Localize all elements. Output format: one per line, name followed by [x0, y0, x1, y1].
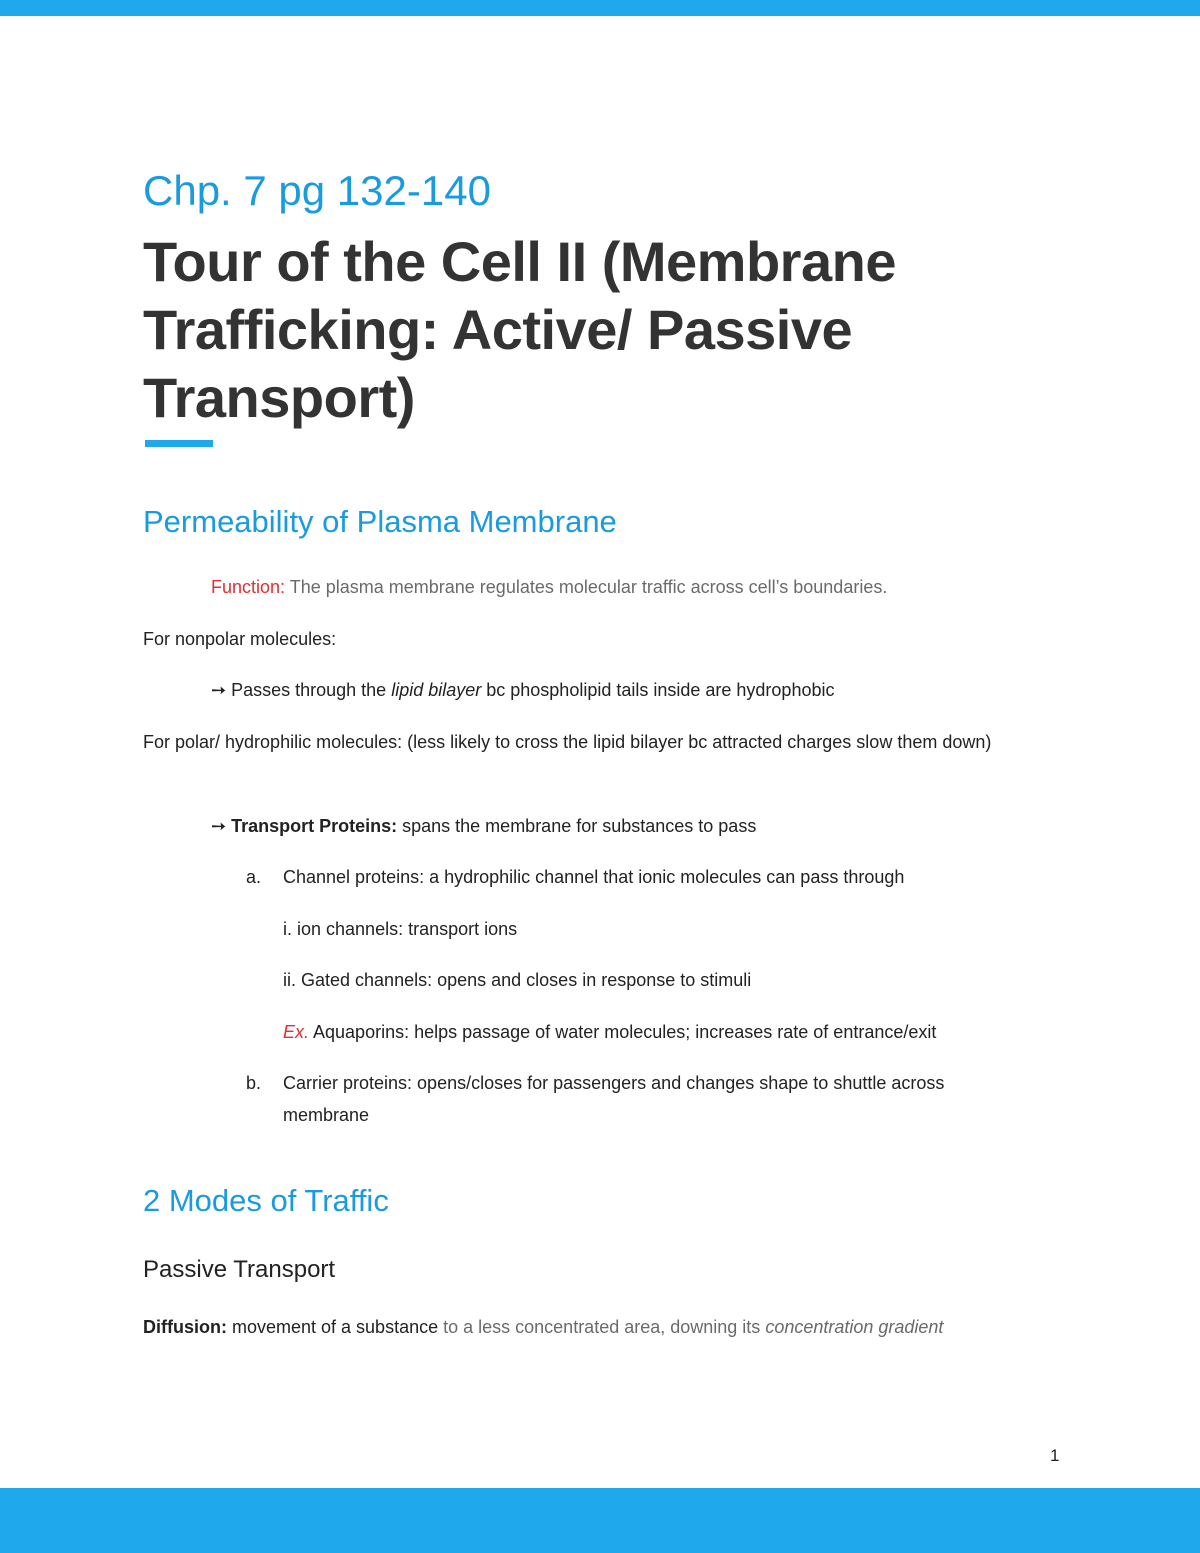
subheading-passive-transport: Passive Transport: [143, 1256, 336, 1283]
transport-proteins-text: spans the membrane for substances to pass: [397, 816, 757, 836]
sublist-item-ion-channels: i. ion channels: transport ions: [283, 919, 518, 939]
chapter-reference: Chp. 7 pg 132-140: [143, 167, 491, 214]
concentration-gradient-term: concentration gradient: [765, 1317, 944, 1337]
function-text: The plasma membrane regulates molecular traffic across cell’s boundaries.: [285, 577, 888, 597]
bottom-accent-bar: [0, 1488, 1200, 1553]
list-marker-b: b.: [246, 1073, 262, 1093]
diffusion-text: movement of a substance: [226, 1317, 439, 1337]
list-item-carrier-proteins: Carrier proteins: opens/closes for passengers and changes shape to shuttle across membrane: [283, 1073, 945, 1125]
page-number: 1: [1050, 1446, 1060, 1465]
arrow-icon: ➙: [211, 680, 227, 700]
nonpolar-bullet-text: Passes through the: [226, 680, 392, 700]
example-label: Ex.: [283, 1022, 310, 1042]
nonpolar-intro: For nonpolar molecules:: [143, 629, 337, 649]
transport-proteins-bullet: [211, 810, 756, 842]
transport-proteins-term: Transport Proteins:: [226, 816, 398, 836]
nonpolar-bullet-rest: bc phospholipid tails inside are hydrophobic: [481, 680, 835, 700]
list-item-channel-proteins: Channel proteins: a hydrophilic channel that ionic molecules can pass through: [283, 867, 905, 887]
list-marker-a: a.: [246, 867, 262, 887]
section-heading-permeability: Permeability of Plasma Membrane: [143, 504, 617, 539]
diffusion-term: Diffusion:: [143, 1317, 227, 1337]
page-title: Tour of the Cell II (Membrane Trafficking: Active/ Passive Transport): [143, 230, 896, 429]
title-underline: [145, 440, 213, 447]
lipid-bilayer-term: lipid bilayer: [391, 680, 482, 700]
polar-intro: For polar/ hydrophilic molecules: (less likely to cross the lipid bilayer bc attracted charges slow them down): [143, 732, 992, 752]
function-label: Function:: [211, 577, 286, 597]
arrow-icon: ➙: [211, 816, 227, 836]
sublist-item-gated-channels: ii. Gated channels: opens and closes in response to stimuli: [283, 970, 752, 990]
diffusion-definition: [143, 1311, 1023, 1343]
section-heading-modes: 2 Modes of Traffic: [143, 1183, 389, 1218]
function-line: [211, 571, 887, 603]
top-accent-bar: [0, 0, 1200, 16]
example-text: Aquaporins: helps passage of water molecules; increases rate of entrance/exit: [309, 1022, 937, 1042]
nonpolar-bullet: [211, 674, 834, 706]
diffusion-text-grey: to a less concentrated area, downing its: [438, 1317, 766, 1337]
example-aquaporins: [283, 1016, 936, 1048]
